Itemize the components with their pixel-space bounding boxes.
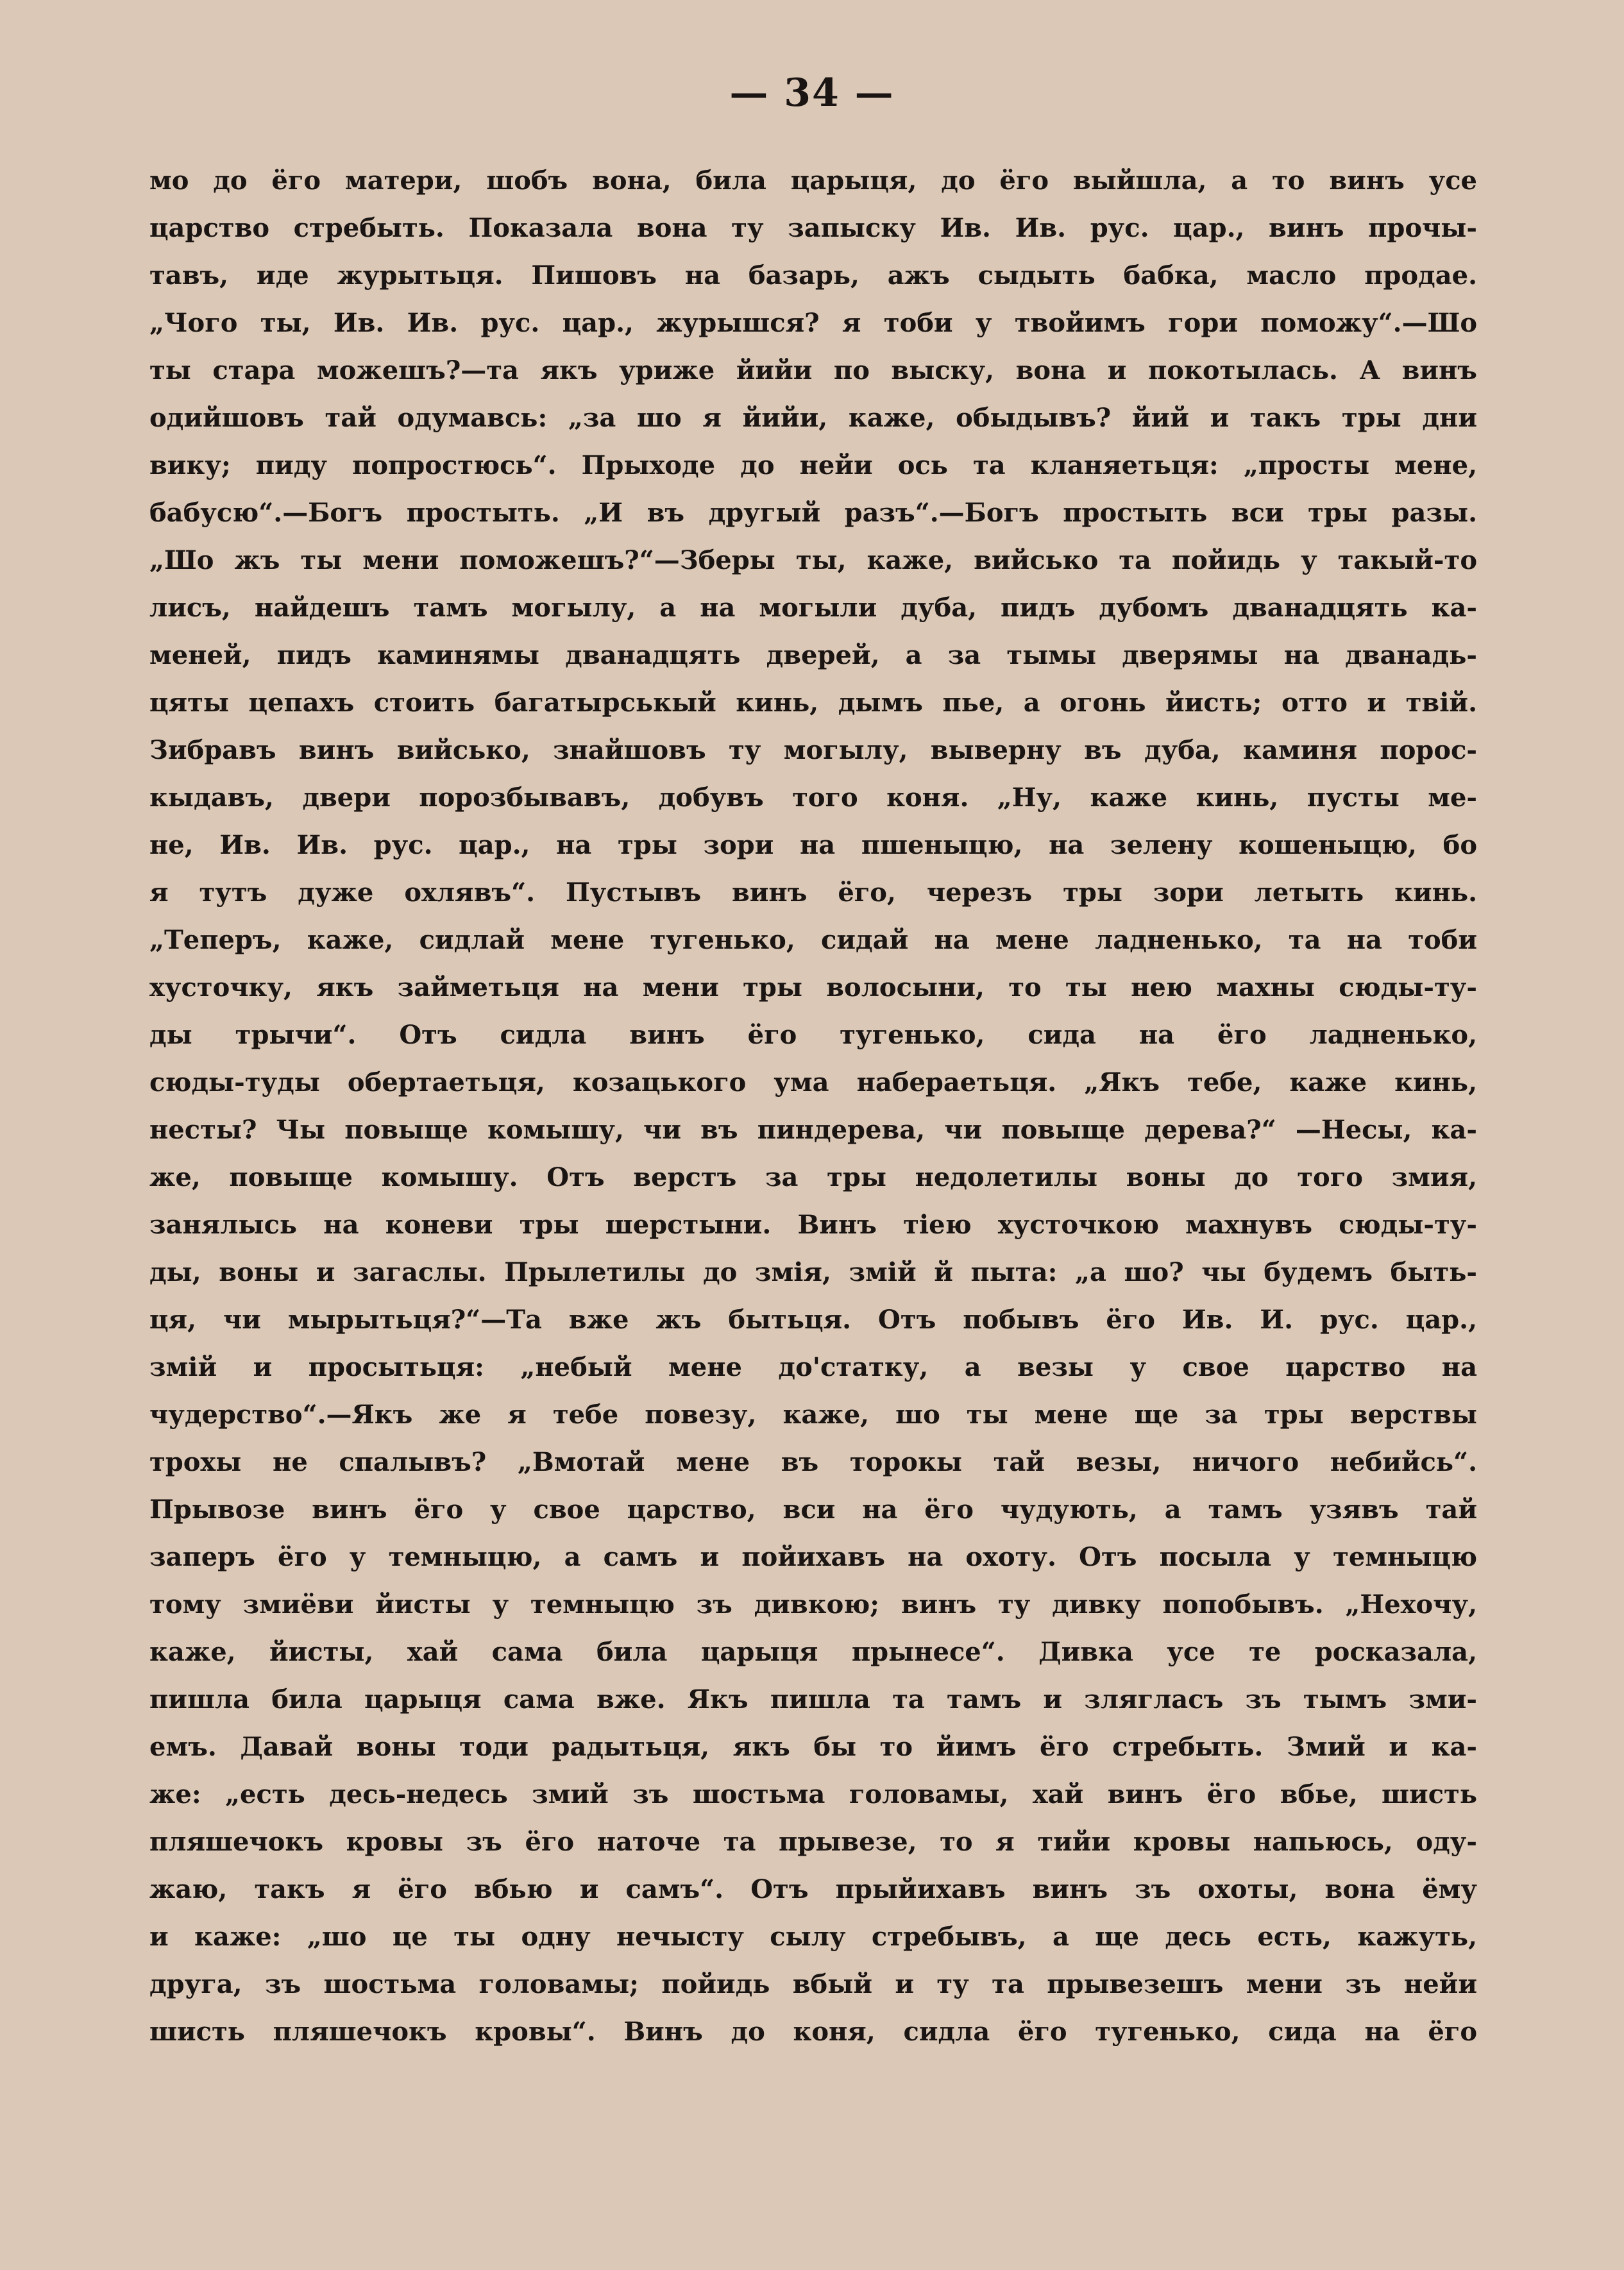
text-line: я тутъ дуже охлявъ“. Пустывъ винъ ёго, черезъ тры зори летыть кинь. [149,877,1477,908]
text-line: же, повыще комышу. Отъ верстъ за тры недолетилы воны до того змия, [149,1162,1477,1192]
text-line: мо до ёго матери, шобъ вона, била царыця, до ёго выйшла, а то винъ усе [149,165,1477,196]
text-line: ця, чи мырытьця?“—Та вже жъ бытьця. Отъ побывъ ёго Ив. И. рус. цар., [149,1305,1477,1335]
text-line: кыдавъ, двери порозбывавъ, добувъ того коня. „Ну, каже кинь, пусты ме- [149,783,1477,813]
text-line: не, Ив. Ив. рус. цар., на тры зори на пшеныцю, на зелену кошеныцю, бо [149,830,1477,860]
text-line: вику; пиду попростюсь“. Прыходе до нейи ось та кланяетьця: „просты мене, [149,450,1477,480]
text-line: цяты цепахъ стоить багатырськый кинь, дымъ пье, а огонь йисть; отто и твій. [149,688,1477,718]
text-line: емъ. Давай воны тоди радытьця, якъ бы то йимъ ёго стребыть. Змий и ка- [149,1732,1477,1762]
text-line: чудерство“.—Якъ же я тебе повезу, каже, шо ты мене ще за тры верствы [149,1400,1477,1430]
text-line: ты стара можешъ?—та якъ уриже йийи по выску, вона и покотылась. А винъ [149,355,1477,385]
page-number: — 34 — [729,71,895,115]
text-line: тому змиёви йисты у темныцю зъ дивкою; винъ ту дивку попобывъ. „Нехочу, [149,1589,1477,1620]
text-line: лисъ, найдешъ тамъ могылу, а на могыли дуба, пидъ дубомъ дванадцять ка- [149,593,1477,623]
text-line: ды, воны и загаслы. Прылетилы до змія, змій й пыта: „а шо? чы будемъ быть- [149,1257,1477,1287]
text-line: хусточку, якъ займетьця на мени тры волосыни, то ты нею махны сюды-ту- [149,972,1477,1003]
text-line: и каже: „шо це ты одну нечысту сылу стребывъ, а ще десь есть, кажуть, [149,1922,1477,1952]
text-line: же: „есть десь-недесь змий зъ шостьма головамы, хай винъ ёго вбье, шисть [149,1779,1477,1809]
text-line: несты? Чы повыще комышу, чи въ пиндерева, чи повыще дерева?“ —Несы, ка- [149,1115,1477,1145]
text-line: бабусю“.—Богъ простыть. „И въ другый разъ“.—Богъ простыть вси тры разы. [149,498,1477,528]
text-line: трохы не спалывъ? „Вмотай мене въ торокы тай везы, ничого небийсь“. [149,1447,1477,1477]
text-line: заперъ ёго у темныцю, а самъ и пойихавъ на охоту. Отъ посыла у темныцю [149,1542,1477,1572]
text-line: тавъ, иде журытьця. Пишовъ на базарь, ажъ сыдыть бабка, масло продае. [149,260,1477,291]
text-line: шисть пляшечокъ кровы“. Винъ до коня, сидла ёго тугенько, сида на ёго [149,2017,1477,2047]
text-line: „Чого ты, Ив. Ив. рус. цар., журышся? я тоби у твойимъ гори поможу“.—Шо [149,308,1477,338]
text-line: „Теперъ, каже, сидлай мене тугенько, сидай на мене ладненько, та на тоби [149,925,1477,955]
text-line: царство стребыть. Показала вона ту запыску Ив. Ив. рус. цар., винъ прочы- [149,213,1477,243]
text-line: Прывозе винъ ёго у свое царство, вси на ёго чудують, а тамъ узявъ тай [149,1495,1477,1525]
text-line: пишла била царыця сама вже. Якъ пишла та тамъ и злягласъ зъ тымъ зми- [149,1684,1477,1715]
text-line: жаю, такъ я ёго вбью и самъ“. Отъ прыйихавъ винъ зъ охоты, вона ёму [149,1874,1477,1904]
text-line: ды трычи“. Отъ сидла винъ ёго тугенько, сида на ёго ладненько, [149,1020,1477,1050]
text-line: змій и просытьця: „небый мене до'статку, а везы у свое царство на [149,1352,1477,1382]
text-line: меней, пидъ каминямы дванадцять дверей, а за тымы дверямы на дванадь- [149,640,1477,670]
text-line: друга, зъ шостьма головамы; пойидь вбый и ту та прывезешъ мени зъ нейи [149,1969,1477,1999]
text-line: „Шо жъ ты мени поможешъ?“—Зберы ты, каже, вийсько та пойидь у такый-то [149,545,1477,575]
text-line: пляшечокъ кровы зъ ёго наточе та прывезе, то я тийи кровы напьюсь, оду- [149,1827,1477,1857]
text-line: каже, йисты, хай сама била царыця прынесе“. Дивка усе те росказала, [149,1637,1477,1667]
text-line: Зибравъ винъ вийсько, знайшовъ ту могылу, выверну въ дуба, каминя порос- [149,735,1477,765]
body-text [149,157,1477,2056]
text-line: одийшовъ тай одумавсь: „за шо я йийи, каже, обыдывъ? йий и такъ тры дни [149,403,1477,433]
text-line: сюды-туды обертаетьця, козацького ума набераетьця. „Якъ тебе, каже кинь, [149,1067,1477,1097]
text-line: занялысь на коневи тры шерстыни. Винъ тіею хусточкою махнувъ сюды-ту- [149,1210,1477,1240]
